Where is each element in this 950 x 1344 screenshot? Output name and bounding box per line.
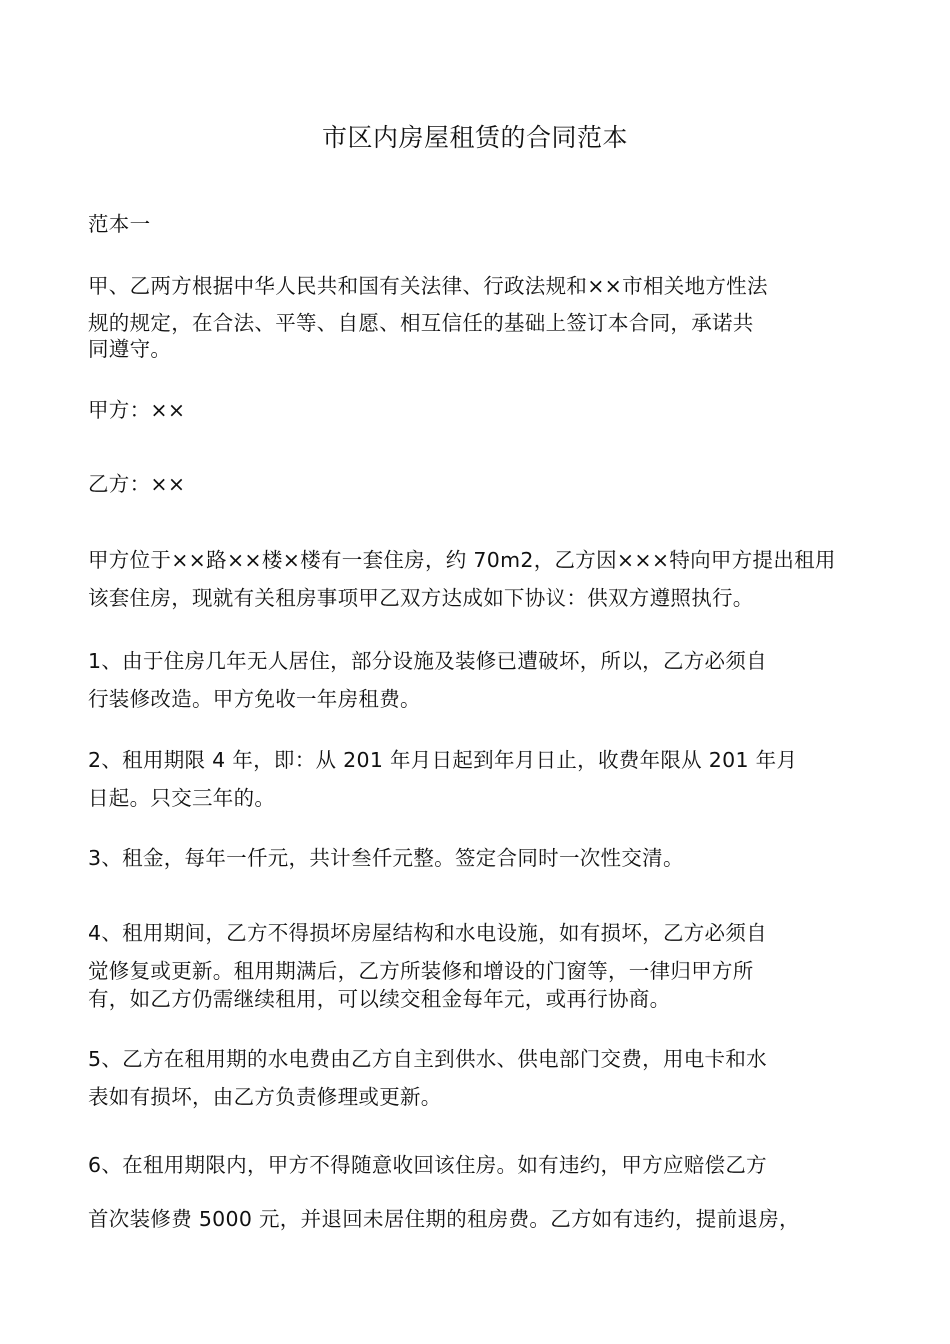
intro-line-1: 甲、乙两方根据中华人民共和国有关法律、行政法规和××市相关地方性法 (88, 274, 768, 298)
clause-5-line-1: 5、乙方在租用期的水电费由乙方自主到供水、供电部门交费，用电卡和水 (88, 1047, 767, 1071)
clause-2-line-2: 日起。只交三年的。 (88, 786, 276, 810)
clause-6 (88, 1138, 868, 1246)
intro-line-3: 同遵守。 (88, 337, 172, 361)
clause-1-line-1: 1、由于住房几年无人居住，部分设施及装修已遭破坏，所以，乙方必须自 (88, 649, 767, 673)
section-label-text: 范本一 (88, 212, 151, 236)
section-label (88, 208, 868, 240)
intro-line-2: 规的规定，在合法、平等、自愿、相互信任的基础上签订本合同，承诺共 (88, 311, 754, 335)
clause-2-line-1: 2、租用期限 4 年，即：从 201 年月日起到年月日止，收费年限从 201 年月 (88, 748, 798, 772)
clause-4-line-3: 有，如乙方仍需继续租用，可以续交租金每年元，或再行协商。 (88, 987, 671, 1011)
party-b-text: 乙方：×× (88, 472, 186, 496)
clause-6-line-1: 6、在租用期限内，甲方不得随意收回该住房。如有违约，甲方应赔偿乙方 (88, 1153, 767, 1177)
party-b (88, 468, 868, 500)
clause-3-line-1: 3、租金，每年一仟元，共计叁仟元整。签定合同时一次性交清。 (88, 846, 684, 870)
clause-5 (88, 1040, 868, 1116)
clause-1-line-2: 行装修改造。甲方免收一年房租费。 (88, 687, 421, 711)
clause-6-line-2: 首次装修费 5000 元，并退回未居住期的租房费。乙方如有违约，提前退房， (88, 1207, 800, 1231)
document-title: 市区内房屋租赁的合同范本 (321, 123, 628, 152)
party-a (88, 394, 868, 426)
clause-2 (88, 741, 868, 817)
clause-4-line-2: 觉修复或更新。租用期满后，乙方所装修和增设的门窗等，一律归甲方所 (88, 959, 754, 983)
premise-line-1: 甲方位于××路××楼×楼有一套住房，约 70m2，乙方因×××特向甲方提出租用 (88, 548, 836, 572)
clause-4-line-1: 4、租用期间，乙方不得损坏房屋结构和水电设施，如有损坏，乙方必须自 (88, 921, 767, 945)
party-a-text: 甲方：×× (88, 398, 186, 422)
intro-paragraph (88, 268, 868, 367)
premise-line-2: 该套住房，现就有关租房事项甲乙双方达成如下协议：供双方遵照执行。 (88, 586, 754, 610)
clause-4 (88, 914, 868, 1018)
clause-3 (88, 840, 868, 876)
premise-paragraph (88, 541, 868, 617)
clause-1 (88, 642, 868, 718)
clause-5-line-2: 表如有损坏，由乙方负责修理或更新。 (88, 1085, 442, 1109)
